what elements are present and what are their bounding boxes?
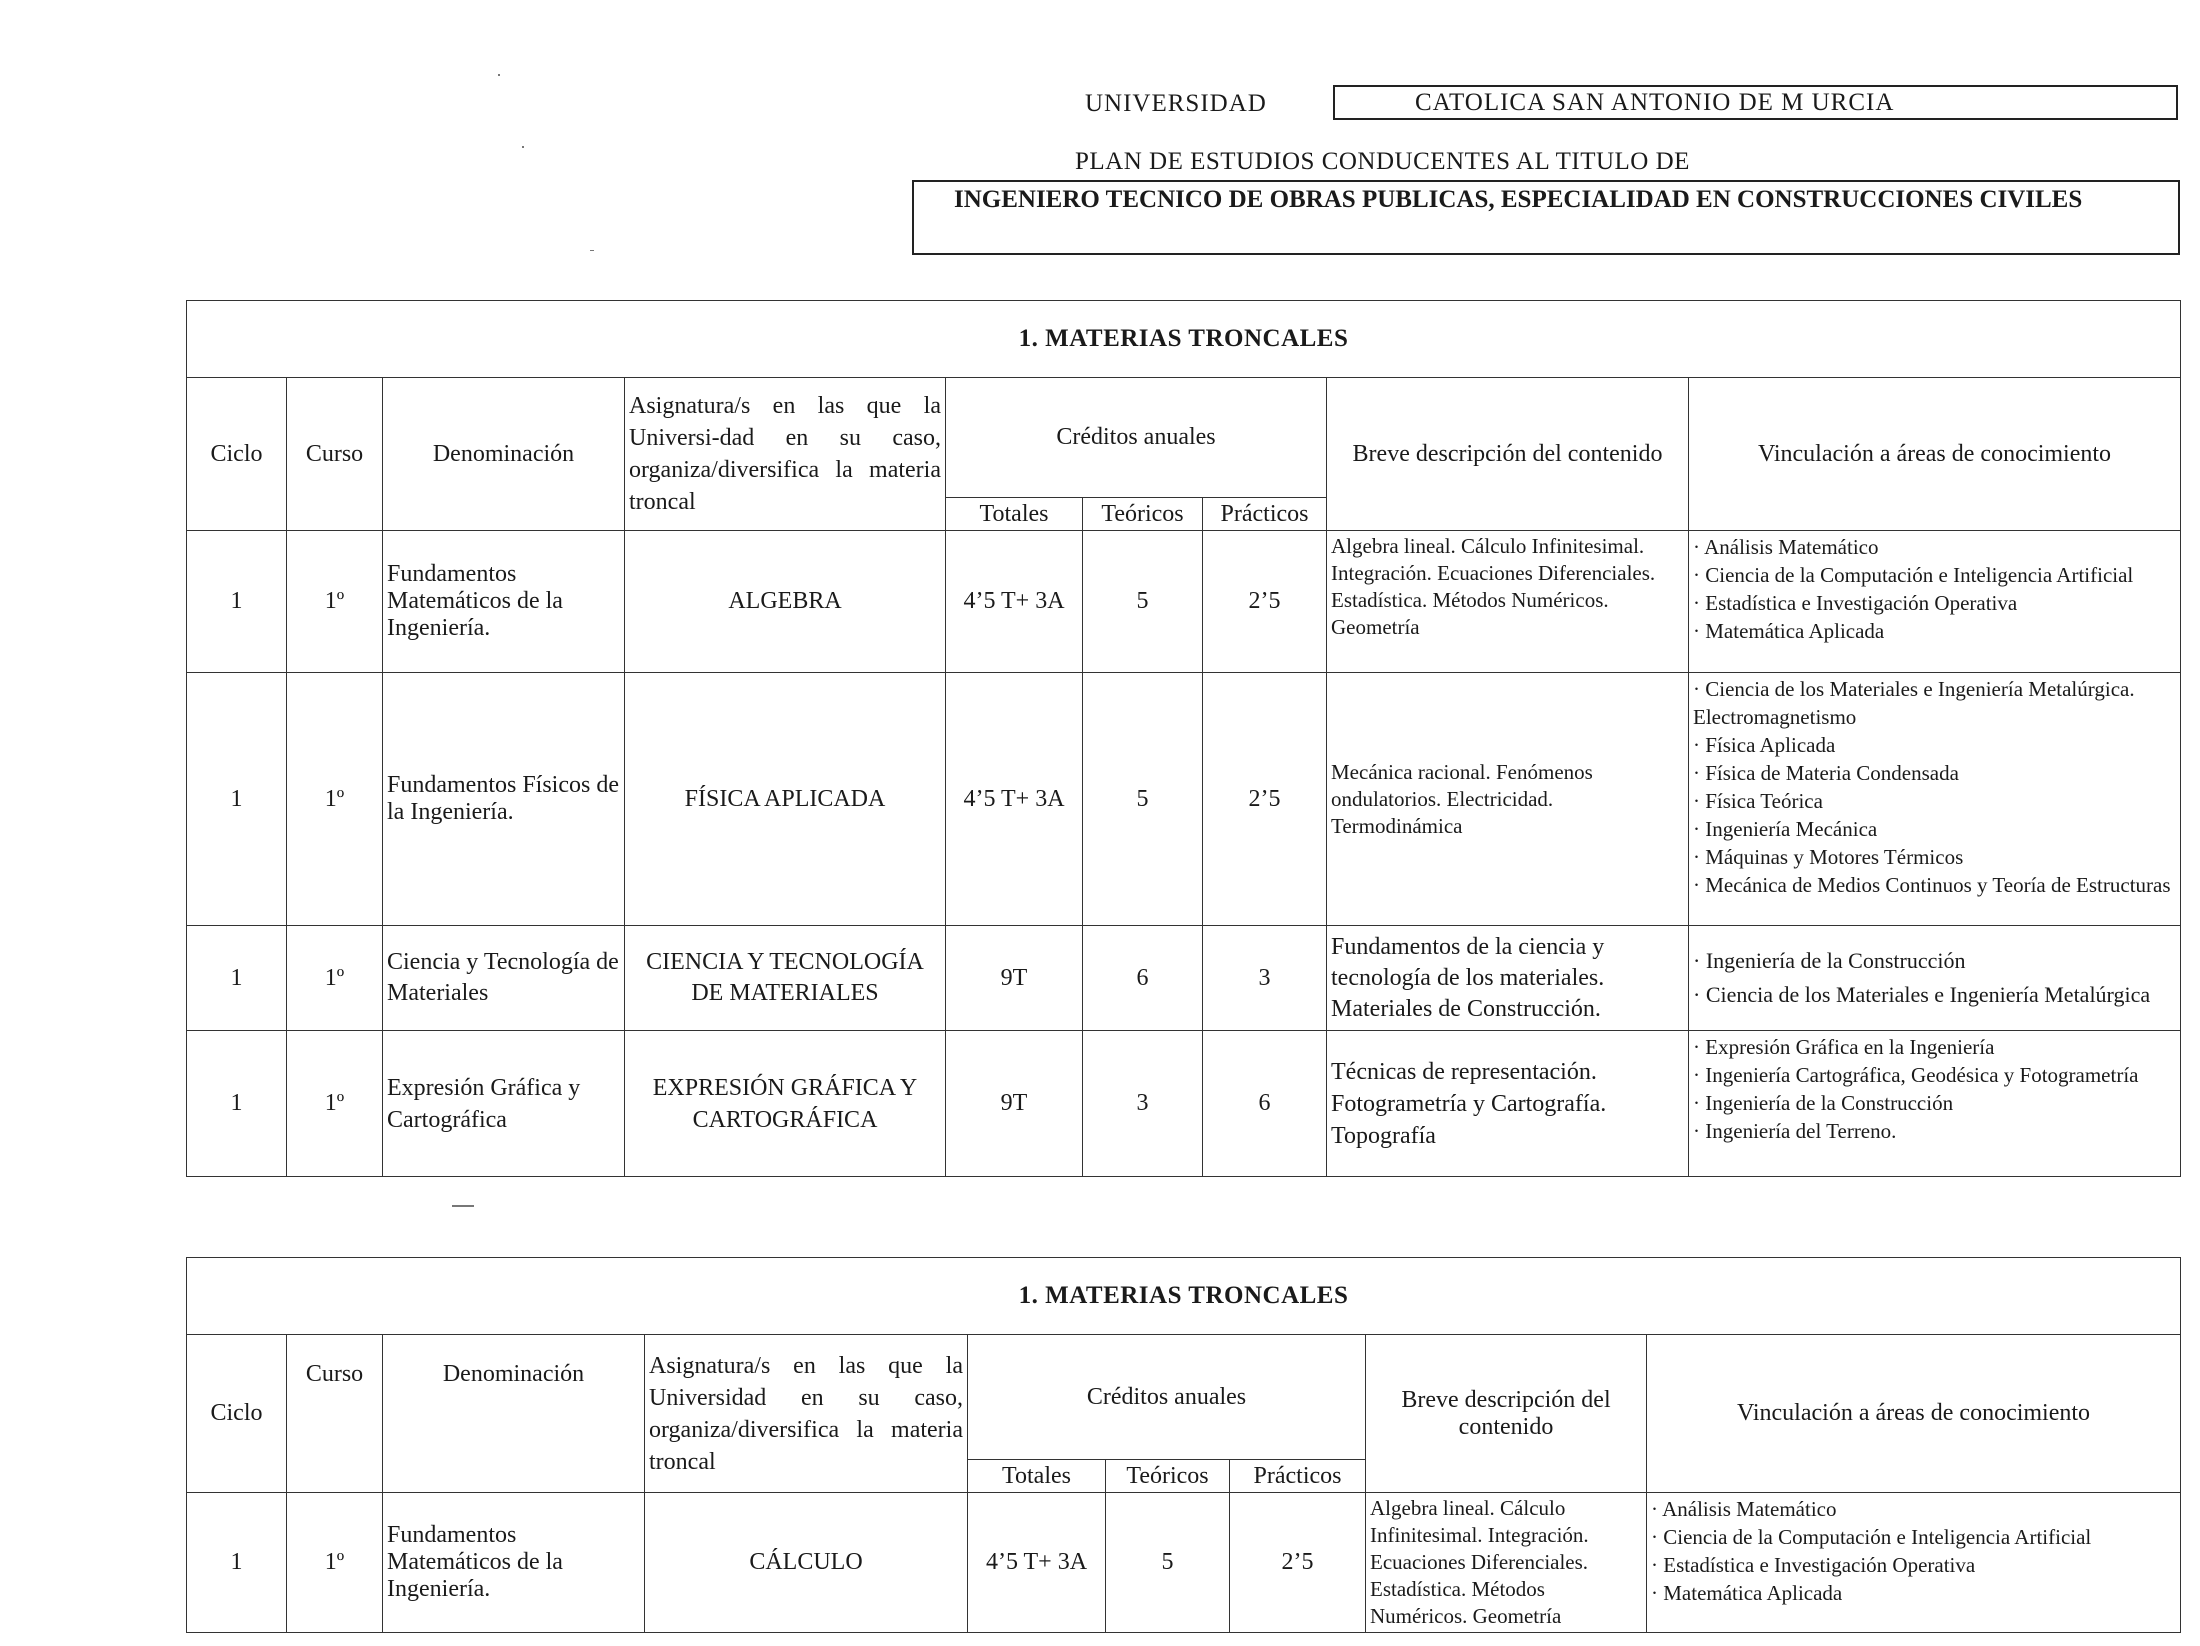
- cell-teoricos: 6: [1083, 926, 1203, 1031]
- area-item: · Ingeniería Cartográfica, Geodésica y Fotogrametría: [1693, 1061, 2176, 1089]
- cell-asignatura: FÍSICA APLICADA: [625, 673, 946, 926]
- column-header-denominacion: Denominación: [383, 1335, 645, 1493]
- cell-teoricos: 5: [1083, 531, 1203, 673]
- area-item: · Ingeniería del Terreno.: [1693, 1117, 2176, 1145]
- cell-curso: 1º: [287, 1031, 383, 1177]
- cell-ciclo: 1: [187, 926, 287, 1031]
- cell-denominacion: Ciencia y Tecnología de Materiales: [383, 926, 625, 1031]
- area-item: · Física Aplicada: [1693, 731, 2176, 759]
- cell-totales: 4’5 T+ 3A: [946, 531, 1083, 673]
- cell-curso: 1º: [287, 531, 383, 673]
- scan-speck: [498, 74, 500, 76]
- area-item: · Ingeniería de la Construcción: [1693, 1089, 2176, 1117]
- area-item: · Ingeniería Mecánica: [1693, 815, 2176, 843]
- cell-descripcion: Algebra lineal. Cálculo Infinitesimal. Integración. Ecuaciones Diferenciales. Estadística. Métodos Numéricos. Geometría: [1327, 531, 1689, 673]
- area-item: · Análisis Matemático: [1651, 1495, 2176, 1523]
- area-item: · Ciencia de la Computación e Inteligencia Artificial: [1651, 1523, 2176, 1551]
- cell-asignatura: ALGEBRA: [625, 531, 946, 673]
- cell-teoricos: 5: [1106, 1493, 1230, 1633]
- materias-troncales-table: [186, 300, 2181, 1177]
- materias-troncales-table-2: [186, 1257, 2181, 1633]
- cell-practicos: 2’5: [1230, 1493, 1366, 1633]
- column-header-teoricos: Teóricos: [1106, 1460, 1230, 1493]
- cell-totales: 9T: [946, 1031, 1083, 1177]
- cell-ciclo: 1: [187, 1031, 287, 1177]
- area-item: · Análisis Matemático: [1693, 533, 2176, 561]
- cell-denominacion: Fundamentos Físicos de la Ingeniería.: [383, 673, 625, 926]
- column-header-vinculacion: Vinculación a áreas de conocimiento: [1689, 378, 2181, 531]
- table-row: [187, 673, 2181, 926]
- cell-practicos: 2’5: [1203, 531, 1327, 673]
- column-header-denominacion: Denominación: [383, 378, 625, 531]
- cell-asignatura: CÁLCULO: [645, 1493, 968, 1633]
- area-item: · Máquinas y Motores Térmicos: [1693, 843, 2176, 871]
- cell-areas: [1689, 926, 2181, 1031]
- column-header-vinculacion: Vinculación a áreas de conocimiento: [1647, 1335, 2181, 1493]
- column-header-curso: Curso: [287, 378, 383, 531]
- cell-areas: [1689, 531, 2181, 673]
- degree-title-box: INGENIERO TECNICO DE OBRAS PUBLICAS, ESPECIALIDAD EN CONSTRUCCIONES CIVILES: [912, 180, 2180, 255]
- cell-descripcion: Técnicas de representación. Fotogrametría y Cartografía. Topografía: [1327, 1031, 1689, 1177]
- cell-ciclo: 1: [187, 531, 287, 673]
- cell-curso: 1º: [287, 1493, 383, 1633]
- column-header-curso: Curso: [287, 1335, 383, 1493]
- section-title: 1. MATERIAS TRONCALES: [187, 1258, 2181, 1335]
- cell-practicos: 2’5: [1203, 673, 1327, 926]
- area-item: · Física de Materia Condensada: [1693, 759, 2176, 787]
- column-header-asignatura: Asignatura/s en las que la Universidad en su caso, organiza/diversifica la materia troncal: [645, 1335, 968, 1493]
- scan-speck: [590, 250, 594, 251]
- cell-teoricos: 3: [1083, 1031, 1203, 1177]
- cell-areas: [1689, 673, 2181, 926]
- section-title: 1. MATERIAS TRONCALES: [187, 301, 2181, 378]
- cell-areas: [1647, 1493, 2181, 1633]
- cell-descripcion: Mecánica racional. Fenómenos ondulatorios. Electricidad. Termodinámica: [1327, 673, 1689, 926]
- column-header-ciclo: Ciclo: [187, 1335, 287, 1493]
- area-item: · Matemática Aplicada: [1651, 1579, 2176, 1607]
- scan-speck: [452, 1205, 474, 1207]
- cell-denominacion: Expresión Gráfica y Cartográfica: [383, 1031, 625, 1177]
- cell-denominacion: Fundamentos Matemáticos de la Ingeniería.: [383, 1493, 645, 1633]
- plan-label: PLAN DE ESTUDIOS CONDUCENTES AL TITULO DE: [1075, 148, 1690, 175]
- cell-asignatura: EXPRESIÓN GRÁFICA Y CARTOGRÁFICA: [625, 1031, 946, 1177]
- column-header-teoricos: Teóricos: [1083, 498, 1203, 531]
- column-header-descripcion: Breve descripción del contenido: [1366, 1335, 1647, 1493]
- area-item: · Estadística e Investigación Operativa: [1693, 589, 2176, 617]
- universidad-label: UNIVERSIDAD: [1085, 90, 1267, 117]
- cell-practicos: 6: [1203, 1031, 1327, 1177]
- cell-totales: 4’5 T+ 3A: [968, 1493, 1106, 1633]
- table-row: [187, 926, 2181, 1031]
- area-item: · Ingeniería de la Construcción: [1693, 944, 2176, 978]
- area-item: · Ciencia de la Computación e Inteligencia Artificial: [1693, 561, 2176, 589]
- column-header-descripcion: Breve descripción del contenido: [1327, 378, 1689, 531]
- cell-asignatura: CIENCIA Y TECNOLOGÍA DE MATERIALES: [625, 926, 946, 1031]
- cell-descripcion: Algebra lineal. Cálculo Infinitesimal. Integración. Ecuaciones Diferenciales. Estadística. Métodos Numéricos. Geometría: [1366, 1493, 1647, 1633]
- cell-denominacion: Fundamentos Matemáticos de la Ingeniería.: [383, 531, 625, 673]
- cell-curso: 1º: [287, 926, 383, 1031]
- cell-areas: [1689, 1031, 2181, 1177]
- area-item: · Matemática Aplicada: [1693, 617, 2176, 645]
- table-row: [187, 1031, 2181, 1177]
- cell-ciclo: 1: [187, 673, 287, 926]
- cell-curso: 1º: [287, 673, 383, 926]
- scan-speck: [522, 146, 524, 148]
- cell-totales: 4’5 T+ 3A: [946, 673, 1083, 926]
- area-item: · Física Teórica: [1693, 787, 2176, 815]
- column-header-practicos: Prácticos: [1203, 498, 1327, 531]
- column-header-totales: Totales: [946, 498, 1083, 531]
- table-row: [187, 1493, 2181, 1633]
- column-header-practicos: Prácticos: [1230, 1460, 1366, 1493]
- table-row: [187, 531, 2181, 673]
- column-header-asignatura: Asignatura/s en las que la Universi-dad en su caso, organiza/diversifica la materia troncal: [625, 378, 946, 531]
- universidad-name-box: CATOLICA SAN ANTONIO DE M URCIA: [1333, 85, 2178, 120]
- cell-ciclo: 1: [187, 1493, 287, 1633]
- area-item: · Estadística e Investigación Operativa: [1651, 1551, 2176, 1579]
- cell-descripcion: Fundamentos de la ciencia y tecnología de los materiales. Materiales de Construcción.: [1327, 926, 1689, 1031]
- column-header-totales: Totales: [968, 1460, 1106, 1493]
- column-header-ciclo: Ciclo: [187, 378, 287, 531]
- cell-practicos: 3: [1203, 926, 1327, 1031]
- cell-teoricos: 5: [1083, 673, 1203, 926]
- area-item: · Mecánica de Medios Continuos y Teoría de Estructuras: [1693, 871, 2176, 899]
- column-header-creditos: Créditos anuales: [946, 378, 1327, 498]
- cell-totales: 9T: [946, 926, 1083, 1031]
- column-header-creditos: Créditos anuales: [968, 1335, 1366, 1460]
- area-item: · Ciencia de los Materiales e Ingeniería Metalúrgica: [1693, 978, 2176, 1012]
- area-item: · Ciencia de los Materiales e Ingeniería Metalúrgica. Electromagnetismo: [1693, 675, 2176, 731]
- area-item: · Expresión Gráfica en la Ingeniería: [1693, 1033, 2176, 1061]
